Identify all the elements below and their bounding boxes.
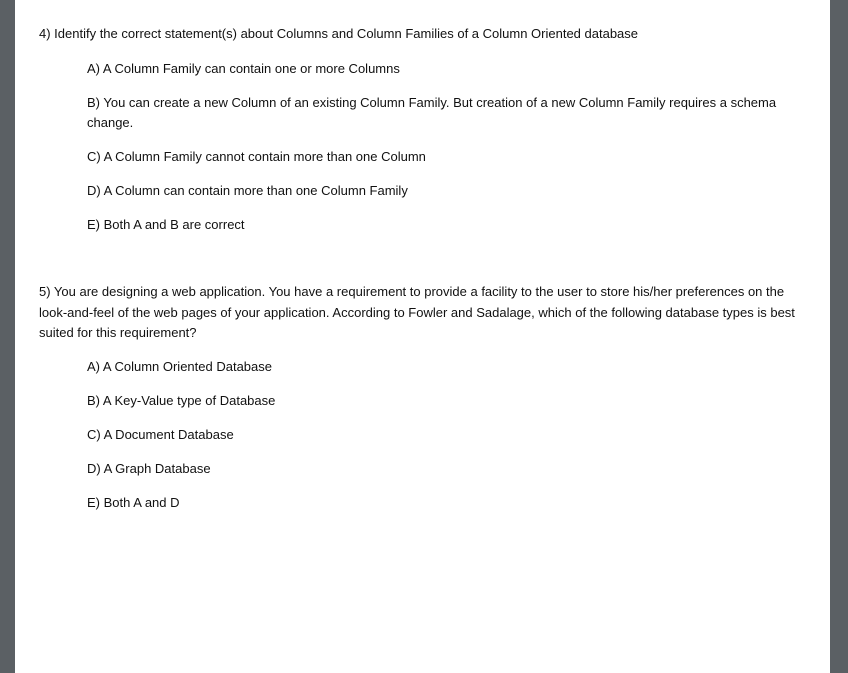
question-4-options: [39, 59, 815, 236]
question-5-option-a: A) A Column Oriented Database: [87, 359, 272, 374]
question-5-option-b: B) A Key-Value type of Database: [87, 393, 276, 408]
question-5-option-e: E) Both A and D: [87, 495, 180, 510]
question-4-option-e: E) Both A and B are correct: [87, 217, 245, 232]
question-4-option-b: B) You can create a new Column of an existing Column Family. But creation of a new Column Family requires a schema change.: [87, 94, 777, 130]
question-4-stem: 4) Identify the correct statement(s) about Columns and Column Families of a Column Oriented database: [39, 26, 639, 41]
question-5-options: [39, 357, 815, 514]
question-5-option-c: C) A Document Database: [87, 427, 234, 442]
question-4-option-c: C) A Column Family cannot contain more than one Column: [87, 149, 426, 164]
question-4: [39, 24, 815, 236]
question-4-option-d: D) A Column can contain more than one Column Family: [87, 183, 408, 198]
question-4-option-a: A) A Column Family can contain one or more Columns: [87, 60, 400, 76]
document-page: [15, 0, 830, 673]
question-5-option-d: D) A Graph Database: [87, 461, 211, 476]
question-5-stem: 5) You are designing a web application. You have a requirement to provide a facility to the user to store his/her preferences on the look-and-feel of the web pages of your application. According to Fowler and Sadalage, which of the following database types is best suited for this requirement?: [39, 284, 795, 340]
question-5: [39, 282, 815, 514]
